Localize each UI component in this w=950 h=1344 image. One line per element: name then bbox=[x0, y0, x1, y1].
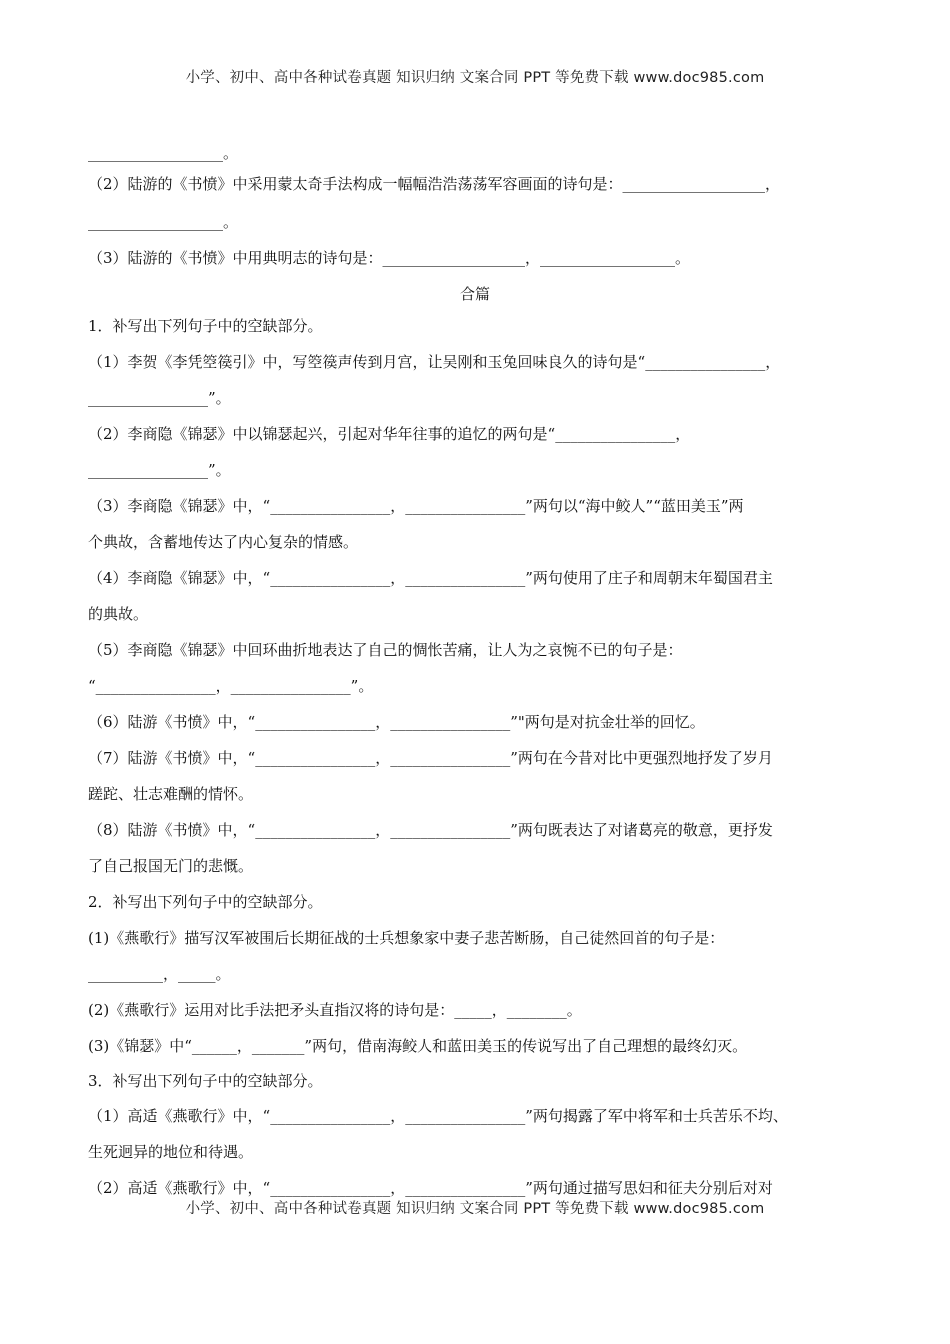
question-line: （2）李商隐《锦瑟》中以锦瑟起兴，引起对华年往事的追忆的两句是“________________， bbox=[88, 425, 691, 443]
question-line: (3)《锦瑟》中“______，_______”两句，借南海鲛人和蓝田美玉的传说写出了自己理想的最终幻灭。 bbox=[88, 1037, 748, 1055]
question-heading: 1．补写出下列句子中的空缺部分。 bbox=[88, 317, 323, 335]
question-line: (1)《燕歌行》描写汉军被围后长期征战的士兵想象家中妻子悲苦断肠，自己徒然回首的句子是： bbox=[88, 929, 725, 947]
question-line: ________________”。 bbox=[88, 389, 231, 407]
question-line: （7）陆游《书愤》中，“________________，________________”两句在今昔对比中更强烈地抒发了岁月 bbox=[88, 749, 773, 767]
question-line: （1）高适《燕歌行》中，“________________，________________”两句揭露了军中将军和士兵苦乐不均、 bbox=[88, 1107, 788, 1125]
question-line: 蹉跎、壮志难酬的情怀。 bbox=[88, 785, 254, 803]
question-heading: 2．补写出下列句子中的空缺部分。 bbox=[88, 893, 323, 911]
page-footer-banner: 小学、初中、高中各种试卷真题 知识归纳 文案合同 PPT 等免费下载 www.doc985.com bbox=[185, 1201, 765, 1217]
page-header-banner: 小学、初中、高中各种试卷真题 知识归纳 文案合同 PPT 等免费下载 www.doc985.com bbox=[185, 70, 765, 86]
question-line: 个典故，含蓄地传达了内心复杂的情感。 bbox=[88, 533, 359, 551]
question-line: __________，_____。 bbox=[88, 965, 231, 983]
question-line: （2）陆游的《书愤》中采用蒙太奇手法构成一幅幅浩浩荡荡军容画面的诗句是：___________________， bbox=[88, 175, 781, 193]
question-line: （5）李商隐《锦瑟》中回环曲折地表达了自己的惆怅苦痛，让人为之哀惋不已的句子是： bbox=[88, 641, 683, 659]
section-title: 合篇 bbox=[459, 285, 490, 303]
question-line: （2）高适《燕歌行》中，“________________，________________”两句通过描写思妇和征夫分别后对对 bbox=[88, 1179, 773, 1197]
question-line: “________________，________________”。 bbox=[88, 677, 374, 695]
question-line: （3）陆游的《书愤》中用典明志的诗句是：___________________，__________________。 bbox=[88, 249, 691, 267]
question-line: （1）李贺《李凭箜篌引》中，写箜篌声传到月宫，让吴刚和玉兔回味良久的诗句是“________________， bbox=[88, 353, 781, 371]
question-line: (2)《燕歌行》运用对比手法把矛头直指汉将的诗句是：_____，________。 bbox=[88, 1001, 582, 1019]
question-line: （8）陆游《书愤》中，“________________，________________”两句既表达了对诸葛亮的敬意，更抒发 bbox=[88, 821, 773, 839]
question-line: ________________”。 bbox=[88, 461, 231, 479]
question-line: 了自己报国无门的悲慨。 bbox=[88, 857, 254, 875]
answer-blank-line: __________________。 bbox=[88, 144, 239, 162]
question-line: （3）李商隐《锦瑟》中，“________________，________________”两句以“海中鲛人”“蓝田美玉”两 bbox=[88, 497, 744, 515]
question-line: 生死迥异的地位和待遇。 bbox=[88, 1143, 254, 1161]
answer-blank-line: __________________。 bbox=[88, 213, 239, 231]
question-line: 的典故。 bbox=[88, 605, 149, 623]
question-line: （4）李商隐《锦瑟》中，“________________，________________”两句使用了庄子和周朝末年蜀国君主 bbox=[88, 569, 773, 587]
question-heading: 3．补写出下列句子中的空缺部分。 bbox=[88, 1072, 323, 1090]
question-line: （6）陆游《书愤》中，“________________，________________”"两句是对抗金壮举的回忆。 bbox=[88, 713, 705, 731]
